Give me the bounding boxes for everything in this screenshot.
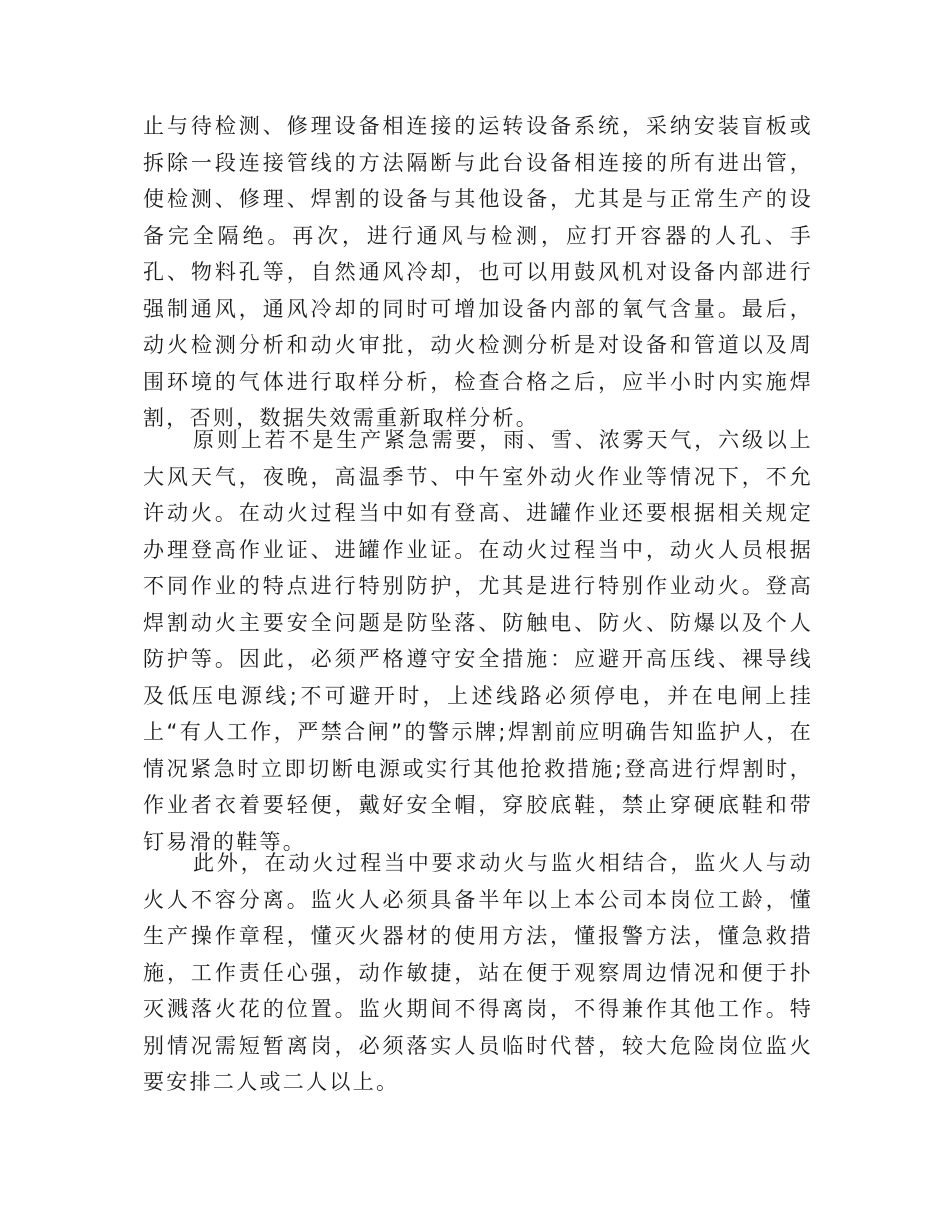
paragraph-1: 止与待检测、修理设备相连接的运转设备系统，采纳安装盲板或拆除一段连接管线的方法隔断与此台设备相连接的所有进出管，使检测、修理、焊割的设备与其他设备，尤其是与正常生产的设备完全隔绝。再次，进行通风与检测，应打开容器的人孔、手孔、物料孔等，自然通风冷却，也可以用鼓风机对设备内部进行强制通风，通风冷却的同时可增加设备内部的氧气含量。最后，动火检测分析和动火审批，动火检测分析是对设备和管道以及周围环境的气体进行取样分析，检查合格之后，应半小时内实施焊割，否则，数据失效需重新取样分析。 — [143, 114, 813, 430]
paragraph-2: 原则上若不是生产紧急需要，雨、雪、浓雾天气，六级以上大风天气，夜晚，高温季节、中午室外动火作业等情况下，不允许动火。在动火过程当中如有登高、进罐作业还要根据相关规定办理登高作业证、进罐作业证。在动火过程当中，动火人员根据不同作业的特点进行特别防护，尤其是进行特别作业动火。登高焊割动火主要安全问题是防坠落、防触电、防火、防爆以及个人防护等。因此，必须严格遵守安全措施：应避开高压线、裸导线及低压电源线;不可避开时，上述线路必须停电，并在电闸上挂上“有人工作，严禁合闸”的警示牌;焊割前应明确告知监护人，在情况紧急时立即切断电源或实行其他抢救措施;登高进行焊割时，作业者衣着要轻便，戴好安全帽，穿胶底鞋，禁止穿硬底鞋和带钉易滑的鞋等。 — [143, 428, 813, 854]
paragraph-3: 此外，在动火过程当中要求动火与监火相结合，监火人与动火人不容分离。监火人必须具备半年以上本公司本岗位工龄，懂生产操作章程，懂灭火器材的使用方法，懂报警方法，懂急救措施，工作责任心强，动作敏捷，站在便于观察周边情况和便于扑灭溅落火花的位置。监火期间不得离岗，不得兼作其他工作。特别情况需短暂离岗，必须落实人员临时代替，较大危险岗位监火要安排二人或二人以上。 — [143, 851, 813, 1094]
